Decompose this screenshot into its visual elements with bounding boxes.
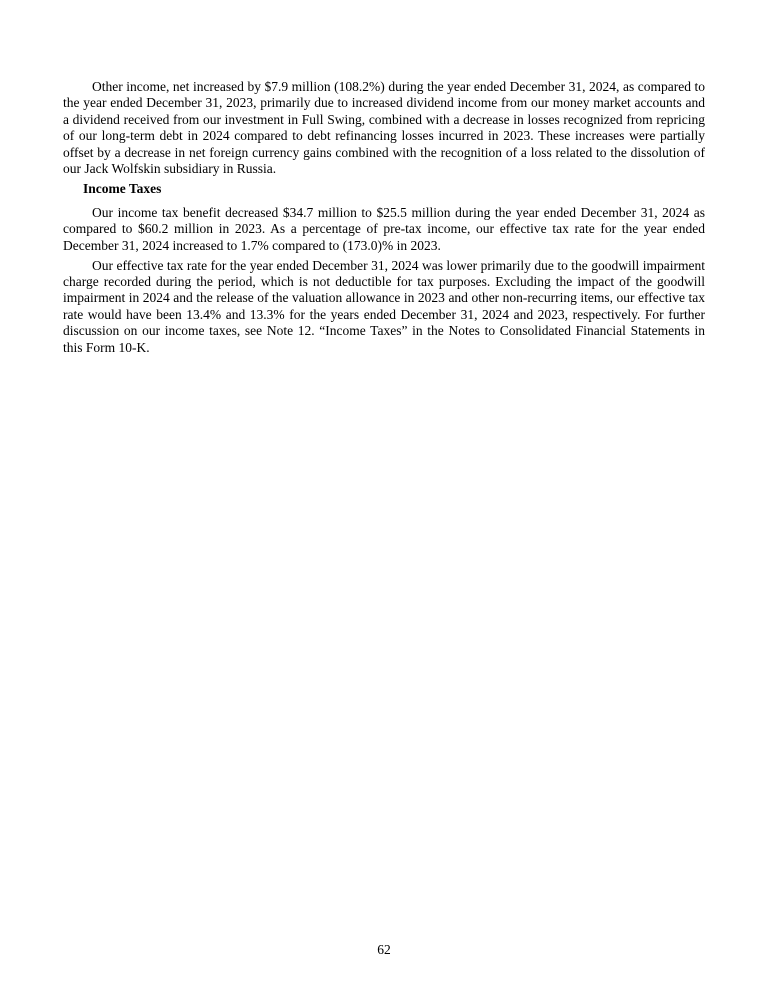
page-content (63, 79, 705, 360)
paragraph-income-tax-benefit: Our income tax benefit decreased $34.7 million to $25.5 million during the year ended December 31, 2024 as compared to $60.2 million in 2023. As a percentage of pre-tax income, our effective tax rate for the year ended December 31, 2024 increased to 1.7% compared to (173.0)% in 2023. (63, 204, 705, 253)
section-heading-income-taxes: Income Taxes (83, 180, 162, 196)
paragraph-other-income: Other income, net increased by $7.9 million (108.2%) during the year ended December 31, 2024, as compared to the year ended December 31, 2023, primarily due to increased dividend income from our money market accounts and a dividend received from our investment in Full Swing, combined with a decrease in losses recognized from repricing of our long-term debt in 2024 compared to debt refinancing losses incurred in 2023. These increases were partially offset by a decrease in net foreign currency gains combined with the recognition of a loss related to the dissolution of our Jack Wolfskin subsidiary in Russia. (63, 79, 705, 177)
page-footer (0, 942, 768, 958)
page-number: 62 (377, 942, 391, 957)
paragraph-effective-tax-rate: Our effective tax rate for the year ended December 31, 2024 was lower primarily due to the goodwill impairment charge recorded during the period, which is not deductible for tax purposes. Excluding the impact of the goodwill impairment in 2024 and the release of the valuation allowance in 2023 and other non-recurring items, our effective tax rate would have been 13.4% and 13.3% for the years ended December 31, 2024 and 2023, respectively. For further discussion on our income taxes, see Note 12. “Income Taxes” in the Notes to Consolidated Financial Statements in this Form 10-K. (63, 257, 705, 355)
